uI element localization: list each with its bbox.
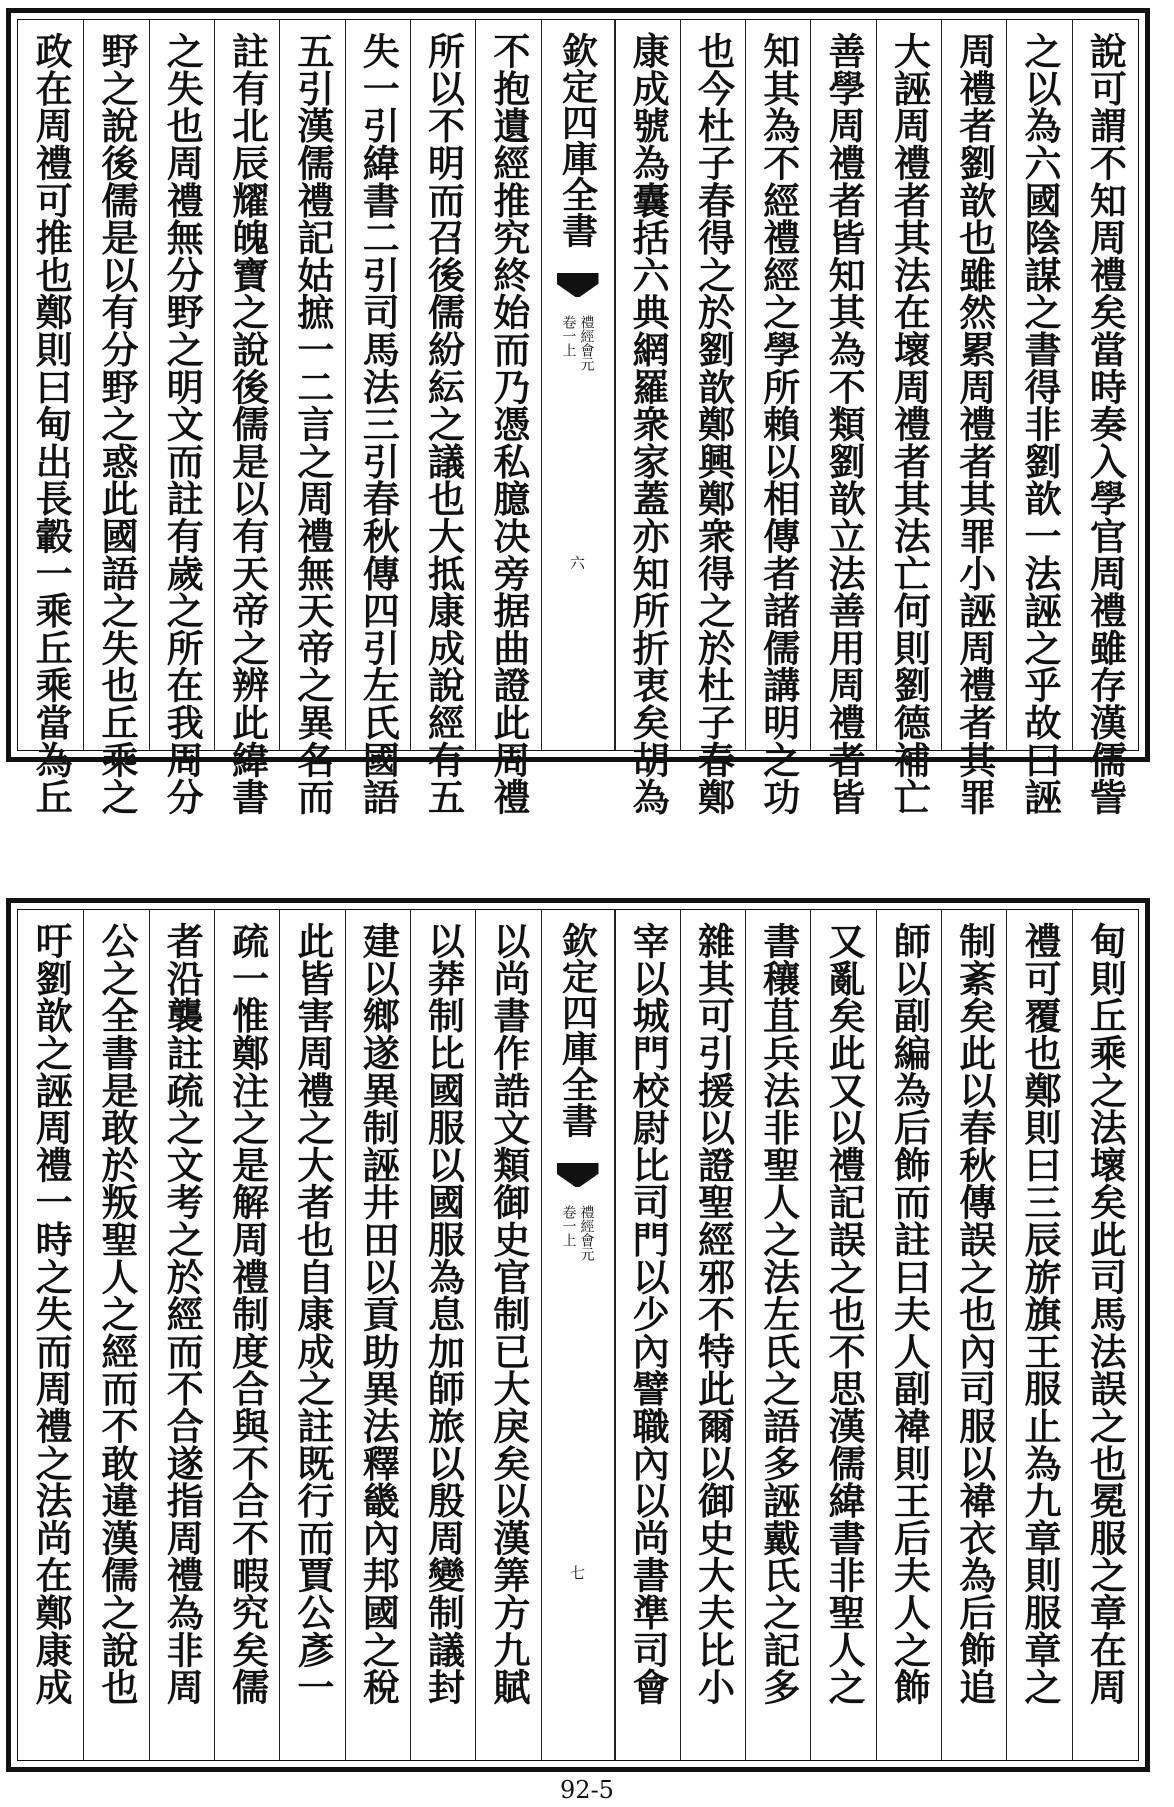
text-column: [1072, 20, 1137, 816]
column-text: 以尚書作誥文類御史官制已大戾矣以漢筭方九賦: [486, 922, 531, 1706]
column-text: 者沿襲註疏之文考之於經而不合遂指周禮為非周: [160, 922, 205, 1706]
leaf-number: 七: [568, 1565, 586, 1580]
text-column: [475, 20, 540, 816]
text-column: [345, 910, 410, 1760]
page-number-footer: 92-5: [560, 1776, 614, 1804]
text-column: [83, 910, 148, 1760]
text-column: [279, 20, 344, 816]
text-column: [810, 910, 875, 1760]
gutter-center-fold: [541, 910, 615, 1760]
text-column: [410, 910, 475, 1760]
text-column: [149, 910, 214, 1760]
column-text: 書穰苴兵法非聖人之法左氏之語多誣戴氏之記多: [756, 922, 801, 1706]
column-text: 甸則丘乘之法壞矣此司馬法誤之也冕服之章在周: [1083, 922, 1128, 1706]
text-column: [615, 910, 680, 1760]
text-column: [1006, 20, 1071, 816]
column-text: 註有北辰耀魄寶之說後儒是以有天帝之辨此緯書: [225, 32, 270, 816]
text-column: [1072, 910, 1137, 1760]
column-text: 禮可覆也鄭則曰三辰旂旗王服止為九章則服章之: [1018, 922, 1063, 1706]
text-column: [680, 910, 745, 1760]
text-column: [214, 910, 279, 1760]
column-text: 之以為六國陰謀之書得非劉歆一法誣之乎故曰誣: [1018, 32, 1063, 816]
text-column: [810, 20, 875, 816]
fishtail-mark-icon: [557, 1163, 599, 1187]
column-text: 知其為不經禮經之學所賴以相傳者諸儒講明之功: [756, 32, 801, 816]
column-text: 所以不明而召後儒紛紜之議也大抵康成說經有五: [421, 32, 466, 816]
text-column: [876, 20, 941, 816]
column-text: 五引漢儒禮記姑摭一二言之周禮無天帝之異名而: [290, 32, 335, 816]
text-column: [680, 20, 745, 816]
text-column: [410, 20, 475, 816]
text-column: [876, 910, 941, 1760]
column-text: 善學周禮者皆知其為不類劉歆立法善用周禮者皆: [822, 32, 867, 816]
column-text: 雜其可引援以證聖經邪不特此爾以御史大夫比小: [691, 922, 736, 1706]
page-panel-top: [6, 8, 1150, 816]
text-column: [745, 910, 810, 1760]
page-panel-bottom: [6, 898, 1150, 1772]
volume-label-line: 禮經會元: [578, 315, 595, 371]
column-text: 制紊矣此以春秋傳誤之也內司服以褘衣為后飾追: [952, 922, 997, 1706]
column-text: 又亂矣此又以禮記誤之也不思漢儒緯書非聖人之: [822, 922, 867, 1706]
book-title: 欽定四庫全書: [556, 32, 599, 248]
leaf-number: 六: [568, 555, 586, 570]
column-text: 周禮者劉歆也雖然累周禮者其罪小誣周禮者其罪: [952, 32, 997, 816]
page-frame: [17, 909, 1139, 1761]
column-text: 失一引緯書二引司馬法三引春秋傳四引左氏國語: [356, 32, 401, 816]
gutter-center-fold: [541, 20, 615, 750]
column-text: 以莽制比國服以國服為息加師旅以殷周變制議封: [421, 922, 466, 1706]
column-text: 建以鄉遂異制誣井田以貢助異法釋畿內邦國之稅: [356, 922, 401, 1706]
column-text: 之失也周禮無分野之明文而註有歲之所在我周分: [160, 32, 205, 816]
volume-label-line: 卷一上: [560, 1205, 577, 1247]
column-text: 公之全書是敢於叛聖人之經而不敢違漢儒之說也: [94, 922, 139, 1706]
text-column: [745, 20, 810, 816]
text-column: [18, 20, 83, 816]
column-text: 野之說後儒是以有分野之惑此國語之失也丘乘之: [94, 32, 139, 816]
column-text: 疏一惟鄭注之是解周禮制度合與不合不暇究矣儒: [225, 922, 270, 1706]
volume-label: [562, 1205, 594, 1261]
text-column: [615, 20, 680, 816]
text-column: [941, 20, 1006, 816]
text-column: [214, 20, 279, 816]
text-column: [18, 910, 83, 1760]
text-column: [279, 910, 344, 1760]
fishtail-mark-icon: [557, 273, 599, 297]
text-column: [1006, 910, 1071, 1760]
text-column: [475, 910, 540, 1760]
text-column: [345, 20, 410, 816]
column-text: 康成號為囊括六典網羅衆家蓋亦知所折衷矣胡為: [626, 32, 671, 816]
volume-label-line: 禮經會元: [578, 1205, 595, 1261]
volume-label-line: 卷一上: [560, 315, 577, 357]
column-text: 大誣周禮者其法在壞周禮者其法亡何則劉德補亡: [887, 32, 932, 816]
book-title: 欽定四庫全書: [556, 922, 599, 1138]
text-column: [83, 20, 148, 816]
column-text: 師以副編為后飾而註曰夫人副褘則王后夫人之飾: [887, 922, 932, 1706]
column-text: 宰以城門校尉比司門以少內譬職內以尚書準司會: [626, 922, 671, 1706]
column-text: 此皆害周禮之大者也自康成之註既行而賈公彥一: [290, 922, 335, 1706]
column-text: 說可謂不知周禮矣當時奏入學官周禮雖存漢儒訾: [1083, 32, 1128, 816]
page-frame: [17, 19, 1139, 816]
text-column: [941, 910, 1006, 1760]
column-text: 也今杜子春得之於劉歆鄭興鄭衆得之於杜子春鄭: [691, 32, 736, 816]
column-text: 不抱遺經推究終始而乃憑私臆决旁据曲證此周禮: [486, 32, 531, 816]
column-text: 政在周禮可推也鄭則曰甸出長轂一乘丘乘當為丘: [29, 32, 74, 816]
volume-label: [562, 315, 594, 371]
text-column: [149, 20, 214, 816]
column-text: 吁劉歆之誣周禮一時之失而周禮之法尚在鄭康成: [29, 922, 74, 1706]
